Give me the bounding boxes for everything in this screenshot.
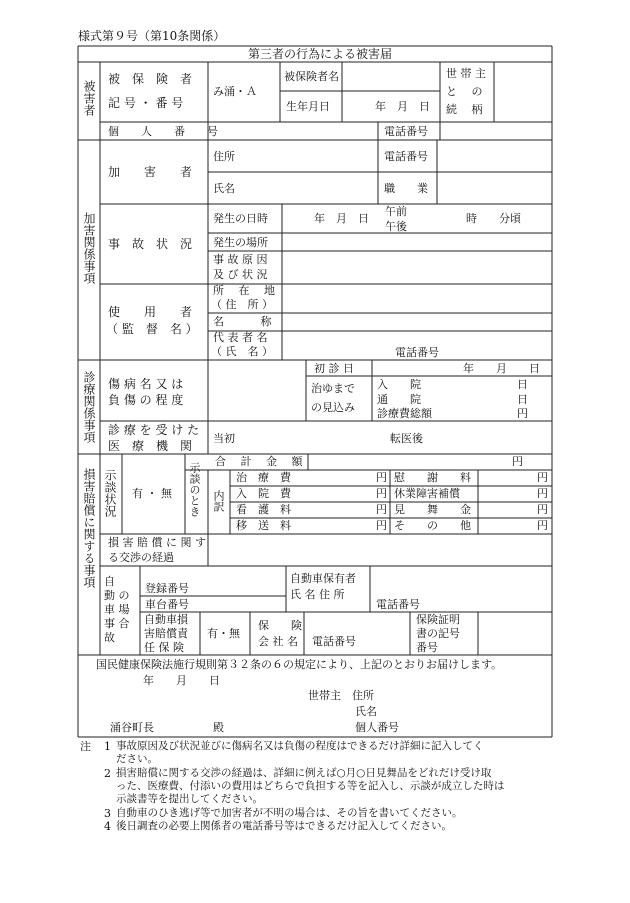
certificate-label-3: 番号 (416, 641, 438, 654)
relation-label-2: と の (446, 85, 483, 98)
insurance-number-value[interactable]: み涌・Ａ (213, 85, 257, 98)
representative-label-2: （ 氏 名 ） (211, 345, 273, 358)
injury-label-1: 傷 病 名 又 は (108, 377, 184, 391)
transfer-institution-label: 転医後 (390, 432, 423, 445)
owner-label-1: 自動車保有者 (290, 572, 356, 585)
institution-label-2: 医 療 機 関 (108, 439, 193, 453)
occurrence-date-field[interactable]: 年 月 日 (314, 212, 369, 225)
negotiation-label-1: 損 害 賠 償 に 関 す (108, 536, 206, 549)
am-label[interactable]: 午前 (385, 205, 407, 218)
perpetrator-label: 加 害 者 (108, 165, 193, 179)
perpetrator-section-label: 加害関係事項 (82, 212, 96, 284)
note-3-number: 3 (104, 807, 111, 820)
nursing-fee-label: 看 護 料 (236, 503, 291, 516)
treatment-fee-label: 治 療 費 (236, 471, 291, 484)
outpatient-label: 通 院 (377, 393, 421, 406)
liability-insurance-label-3: 任 保 険 (144, 641, 184, 654)
employer-phone-label: 電話番号 (395, 346, 439, 359)
injury-label-2: 負 傷 の 程 度 (108, 393, 184, 407)
form-title: 第三者の行為による被害届 (248, 47, 393, 61)
relation-label-3: 続 柄 (446, 103, 483, 116)
victim-section-label: 被害者 (82, 80, 96, 116)
damages-section-label: 損害賠償に関する事項 (82, 468, 96, 588)
absence-compensation-unit: 円 (537, 487, 548, 500)
note-2-line-1: 損害賠償に関する交渉の経過は、詳細に例えば○月○日見舞品をどれだけ受け取 (116, 767, 492, 779)
insurance-number-label-1: 被 保 険 者 (108, 72, 193, 86)
negotiation-label-2: る交渉の経過 (108, 551, 174, 564)
cause-label-1: 事 故 原 因 (213, 253, 268, 266)
note-4-line-1: 後日調査の必要上関係者の電話番号等はできるだけ記入してください。 (116, 820, 452, 832)
vehicle-label-2: 動 の (104, 589, 130, 602)
accident-status-label: 事 故 状 況 (108, 237, 193, 251)
settlement-status-value[interactable]: 有 ・ 無 (132, 487, 172, 500)
total-medical-fee-label: 診療費総額 (377, 407, 432, 420)
note-4-number: 4 (104, 820, 111, 833)
notes-heading: 注 (80, 740, 91, 753)
breakdown-label: 内訳 (212, 490, 225, 512)
perpetrator-phone-label: 電話番号 (384, 150, 428, 163)
perpetrator-name-label: 氏名 (213, 182, 235, 195)
birthdate-field[interactable]: 年 月 日 (375, 100, 430, 113)
representative-label-1: 代 表 者 名 (213, 331, 268, 344)
liability-insurance-label-1: 自動車損 (144, 613, 188, 626)
total-medical-fee-unit: 円 (517, 407, 528, 420)
employer-label-1: 使 用 者 (108, 305, 193, 319)
settlement-time-label: 示談のとき (188, 462, 201, 517)
householder-name-label: 氏名 (355, 705, 377, 718)
hospitalization-fee-unit: 円 (376, 487, 387, 500)
declaration-statement: 国民健康保険法施行規則第３２条の６の規定により、上記のとおりお届けします。 (96, 658, 503, 671)
employer-name-label: 名 称 (213, 315, 272, 328)
pm-label[interactable]: 午後 (385, 220, 407, 233)
inpatient-label: 入 院 (377, 378, 421, 391)
recovery-label-2: の見込み (311, 401, 355, 414)
other-label: そ の 他 (394, 519, 471, 532)
owner-label-2: 氏 名 住 所 (290, 588, 345, 601)
recovery-label-1: 治ゆまで (311, 382, 355, 395)
addressee: 涌谷町長 (110, 721, 154, 734)
first-institution-label: 当初 (213, 432, 235, 445)
employer-label-2: （ 監 督 名 ） (106, 322, 198, 336)
vehicle-label-1: 自 (104, 575, 115, 588)
insurance-number-label-2: 記 号 ・ 番 号 (108, 96, 184, 110)
certificate-label-1: 保険証明 (416, 613, 460, 626)
employer-location-label-1: 所 在 地 (213, 284, 275, 297)
owner-phone-label: 電話番号 (376, 598, 420, 611)
perpetrator-address-label: 住所 (213, 150, 235, 163)
sympathy-money-unit: 円 (537, 503, 548, 516)
occurrence-place-label: 発生の場所 (213, 236, 268, 249)
vehicle-label-3: 車 場 (104, 603, 130, 616)
first-visit-date-field[interactable]: 年 月 日 (463, 362, 540, 375)
total-amount-label: 合 計 金 額 (215, 455, 303, 468)
note-3-line-1: 自動車のひき逃げ等で加害者が不明の場合は、その旨を書いてください。 (116, 807, 463, 819)
liability-insurance-label-2: 害賠償責 (144, 627, 188, 640)
birthdate-label: 生年月日 (286, 100, 330, 113)
nursing-fee-unit: 円 (376, 503, 387, 516)
occurrence-time-field[interactable]: 時 分頃 (466, 212, 521, 225)
householder-address-label: 世帯主 住所 (308, 689, 374, 702)
declaration-date-field[interactable]: 年 月 日 (143, 674, 220, 687)
cause-label-2: 及 び 状 況 (213, 268, 268, 281)
note-2-number: 2 (104, 767, 111, 780)
note-2-line-2: った、医療費、付添いの費用はどちらで負担する等を記入し、示談が成立した時は (116, 780, 505, 792)
chassis-number-label: 車台番号 (145, 598, 189, 611)
note-1-number: 1 (104, 740, 111, 753)
inpatient-days-unit: 日 (517, 378, 528, 391)
settlement-status-label: 示談状況 (103, 469, 117, 517)
hospitalization-fee-label: 入 院 費 (236, 487, 291, 500)
victim-phone-label: 電話番号 (384, 125, 428, 138)
employer-location-label-2: （ 住 所 ） (211, 298, 273, 311)
vehicle-label-5: 故 (104, 631, 115, 644)
consolation-unit: 円 (537, 471, 548, 484)
honorific: 殿 (213, 721, 224, 734)
insurer-label-2: 会 社 名 (258, 635, 298, 648)
medical-section-label: 診療関係事項 (82, 371, 96, 443)
transport-fee-unit: 円 (376, 519, 387, 532)
total-amount-unit: 円 (512, 455, 523, 468)
first-visit-label: 初 診 日 (314, 362, 354, 375)
treatment-fee-unit: 円 (376, 471, 387, 484)
transport-fee-label: 移 送 料 (236, 519, 291, 532)
liability-insurance-value[interactable]: 有・無 (207, 627, 240, 640)
other-unit: 円 (537, 519, 548, 532)
insurer-label-1: 保 険 (258, 619, 302, 632)
note-1-line-2: ださい。 (116, 753, 158, 765)
form-number: 様式第９号（第10条関係） (78, 29, 226, 43)
outpatient-days-unit: 日 (517, 393, 528, 406)
institution-label-1: 診 療 を 受 け た (108, 423, 200, 437)
consolation-label: 慰 謝 料 (394, 471, 471, 484)
registration-number-label: 登録番号 (145, 582, 189, 595)
insurer-phone-label: 電話番号 (312, 635, 356, 648)
insured-name-label: 被保険者名 (284, 70, 339, 83)
note-2-line-3: 示談書等を提出してください。 (116, 793, 263, 805)
personal-number-label: 個 人 番 号 (108, 125, 218, 138)
certificate-label-2: 書の記号 (416, 627, 460, 640)
householder-personal-number-label: 個人番号 (355, 721, 399, 734)
relation-label-1: 世 帯 主 (446, 67, 486, 80)
occurrence-datetime-label: 発生の日時 (213, 212, 268, 225)
absence-compensation-label: 休業障害補償 (394, 487, 460, 500)
perpetrator-occupation-label: 職 業 (384, 182, 428, 195)
sympathy-money-label: 見 舞 金 (394, 503, 471, 516)
vehicle-label-4: 事 合 (104, 617, 130, 630)
note-1-line-1: 事故原因及び状況並びに傷病名又は負傷の程度はできるだけ詳細に記入してく (116, 740, 484, 752)
